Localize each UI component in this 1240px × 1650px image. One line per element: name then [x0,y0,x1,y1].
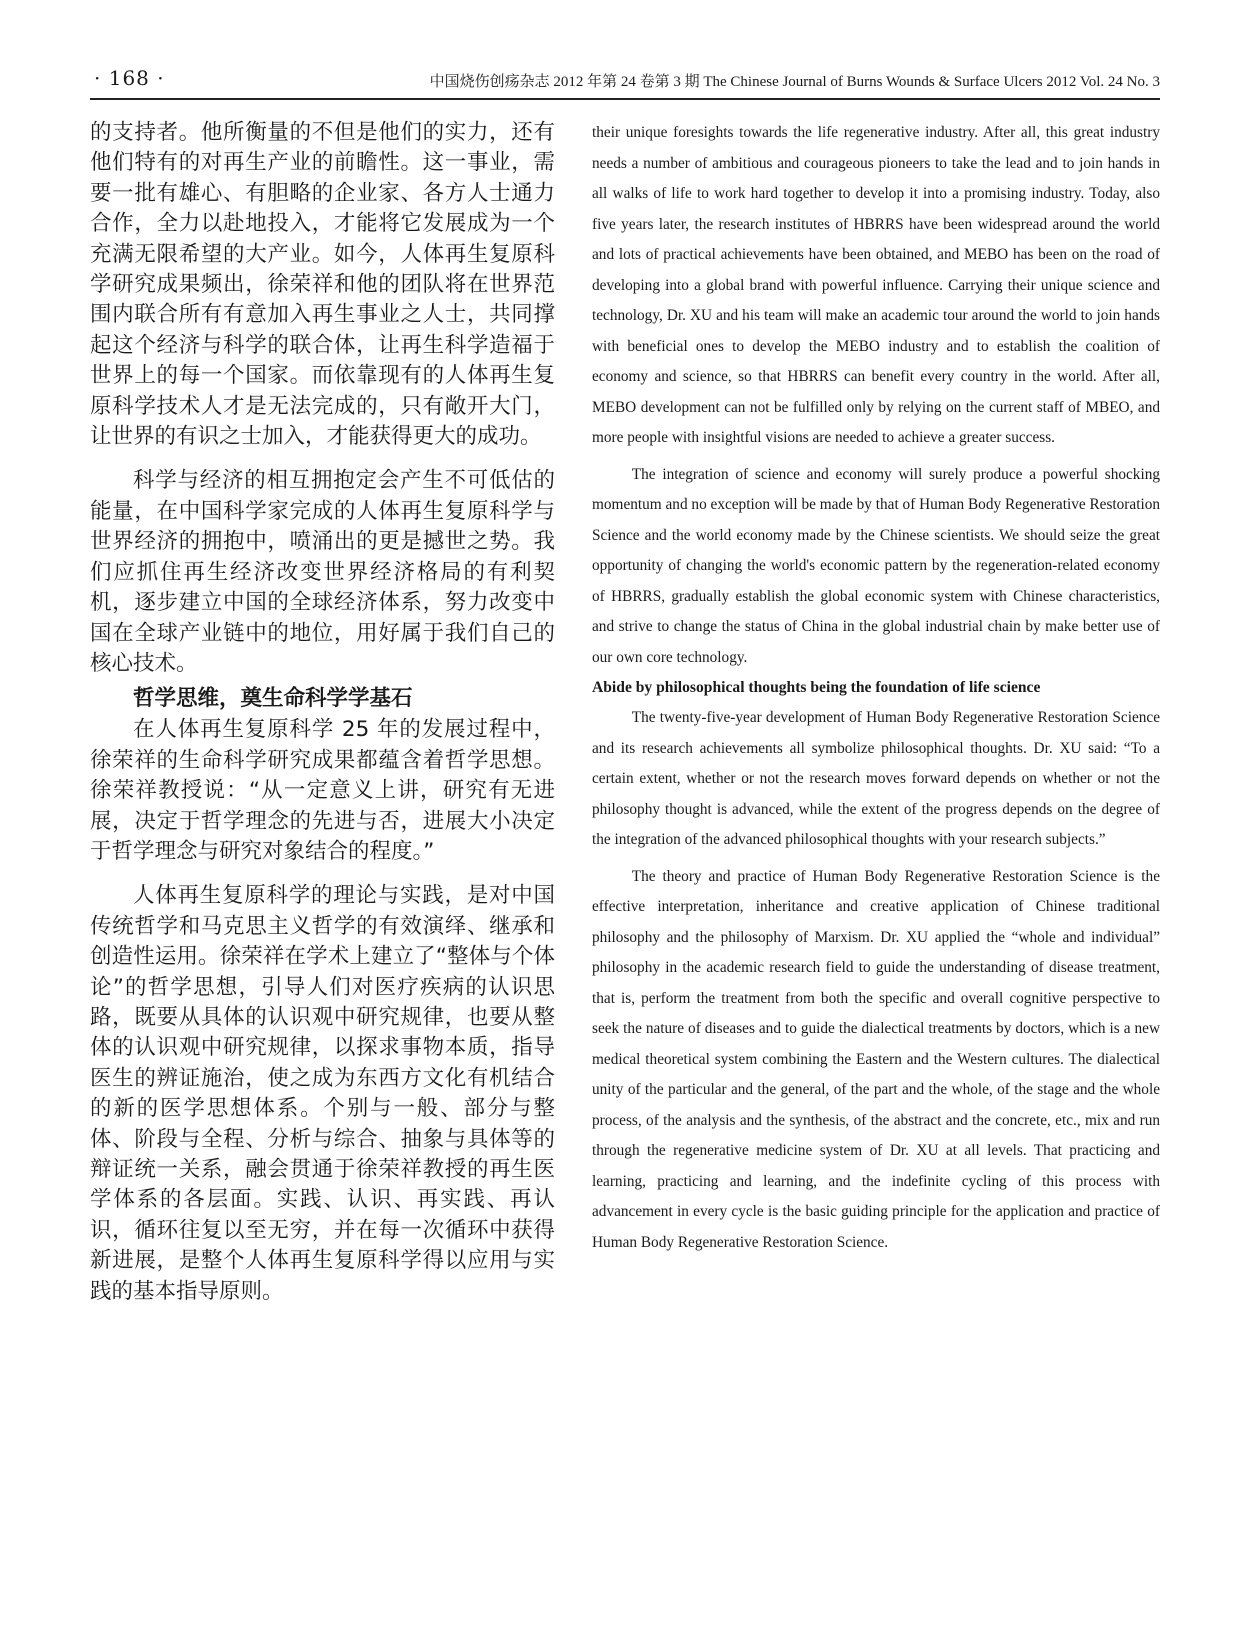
chinese-paragraph-1: 的支持者。他所衡量的不但是他们的实力，还有他们特有的对再生产业的前瞻性。这一事业，需要一批有雄心、有胆略的企业家、各方人士通力合作，全力以赴地投入，才能将它发展成为一个充满无限希望的大产业。如今，人体再生复原科学研究成果频出，徐荣祥和他的团队将在世界范围内联合所有有意加入再生事业之人士，共同撑起这个经济与科学的联合体，让再生科学造福于世界上的每一个国家。而依靠现有的人体再生复原科学技术人才是无法完成的，只有敞开大门，让世界的有识之士加入，才能获得更大的成功。 [90,120,555,450]
chinese-section-heading: 哲学思维，奠生命科学学基石 [133,686,413,712]
english-column [592,118,1160,1258]
english-paragraph-3: The twenty-five-year development of Human Body Regenerative Restoration Science and its research achievements all symbolize philosophical thoughts. Dr. XU said: “To a certain extent, whether or not the research moves forward depends on whether or not the philosophy thought is advanced, while the extent of the progress depends on the degree of the integration of the advanced philosophical thoughts with your research subjects.” [592,709,1160,848]
page-header [90,62,1160,100]
chinese-paragraph-3: 在人体再生复原科学 25 年的发展过程中，徐荣祥的生命科学研究成果都蕴含着哲学思想。徐荣祥教授说：“从一定意义上讲，研究有无进展，决定于哲学理念的先进与否，进展大小决定于哲学理念与研究对象结合的程度。” [90,717,555,864]
english-section-heading: Abide by philosophical thoughts being the foundation of life science [592,679,1041,696]
english-paragraph-4: The theory and practice of Human Body Regenerative Restoration Science is the effective interpretation, inheritance and creative application of Chinese traditional philosophy and the philosophy of Marxism. Dr. XU applied the “whole and individual” philosophy in the academic research field to guide the understanding of disease treatment, that is, perform the treatment from both the specific and overall cognitive perspective to seek the nature of diseases and to guide the dialectical treatments by doctors, which is a new medical theoretical system combining the Eastern and the Western cultures. The dialectical unity of the particular and the general, of the part and the whole, of the stage and the whole process, of the analysis and the synthesis, of the abstract and the concrete, etc., mix and run through the regenerative medicine system of Dr. XU at all levels. That practicing and learning, practicing and learning, and the indefinite cycling of this process with advancement in every cycle is the basic guiding principle for the application and practice of Human Body Regenerative Restoration Science. [592,867,1160,1251]
chinese-paragraph-4: 人体再生复原科学的理论与实践，是对中国传统哲学和马克思主义哲学的有效演绎、继承和创造性运用。徐荣祥在学术上建立了“整体与个体论”的哲学思想，引导人们对医疗疾病的认识思路，既要从具体的认识观中研究规律，也要从整体的认识观中研究规律，以探求事物本质，指导医生的辨证施治，使之成为东西方文化有机结合的新的医学思想体系。个别与一般、部分与整体、阶段与全程、分析与综合、抽象与具体等的辩证统一关系，融会贯通于徐荣祥教授的再生医学体系的各层面。实践、认识、再实践、再认识，循环往复以至无穷，并在每一次循环中获得新进展，是整个人体再生复原科学得以应用与实践的基本指导原则。 [90,883,555,1304]
english-paragraph-2: The integration of science and economy will surely produce a powerful shocking momentum and no exception will be made by that of Human Body Regenerative Restoration Science and the world economy made by the Chinese scientists. We should seize the great opportunity of changing the world's economic pattern by the regeneration-related economy of HBRRS, gradually establish the global economic system with Chinese characteristics, and strive to change the status of China in the global industrial chain by make better use of our own core technology. [592,465,1160,666]
page-number: · 168 · [94,66,165,90]
chinese-column [90,118,555,1307]
journal-running-title: 中国烧伤创疡杂志 2012 年第 24 卷第 3 期 The Chinese Journal of Burns Wounds & Surface Ulcers 2012 Vol. 24 No. 3 [429,74,1160,90]
english-paragraph-1: their unique foresights towards the life regenerative industry. After all, this great industry needs a number of ambitious and courageous pioneers to take the lead and to join hands in all walks of life to work hard together to develop it into a promising industry. Today, also five years later, the research institutes of HBRRS have been widespread around the world and lots of practical achievements have been obtained, and MEBO has been on the road of developing into a global brand with powerful influence. Carrying their unique science and technology, Dr. XU and his team will make an academic tour around the world to join hands with beneficial ones to develop the MEBO industry and to establish the coalition of economy and science, so that HBRRS can benefit every country in the world. After all, MEBO development can not be fulfilled only by relying on the current staff of MBEO, and more people with insightful visions are needed to achieve a greater success. [592,124,1160,446]
chinese-paragraph-2: 科学与经济的相互拥抱定会产生不可低估的能量，在中国科学家完成的人体再生复原科学与世界经济的拥抱中，喷涌出的更是撼世之势。我们应抓住再生经济改变世界经济格局的有利契机，逐步建立中国的全球经济体系，努力改变中国在全球产业链中的地位，用好属于我们自己的核心技术。 [90,468,555,676]
